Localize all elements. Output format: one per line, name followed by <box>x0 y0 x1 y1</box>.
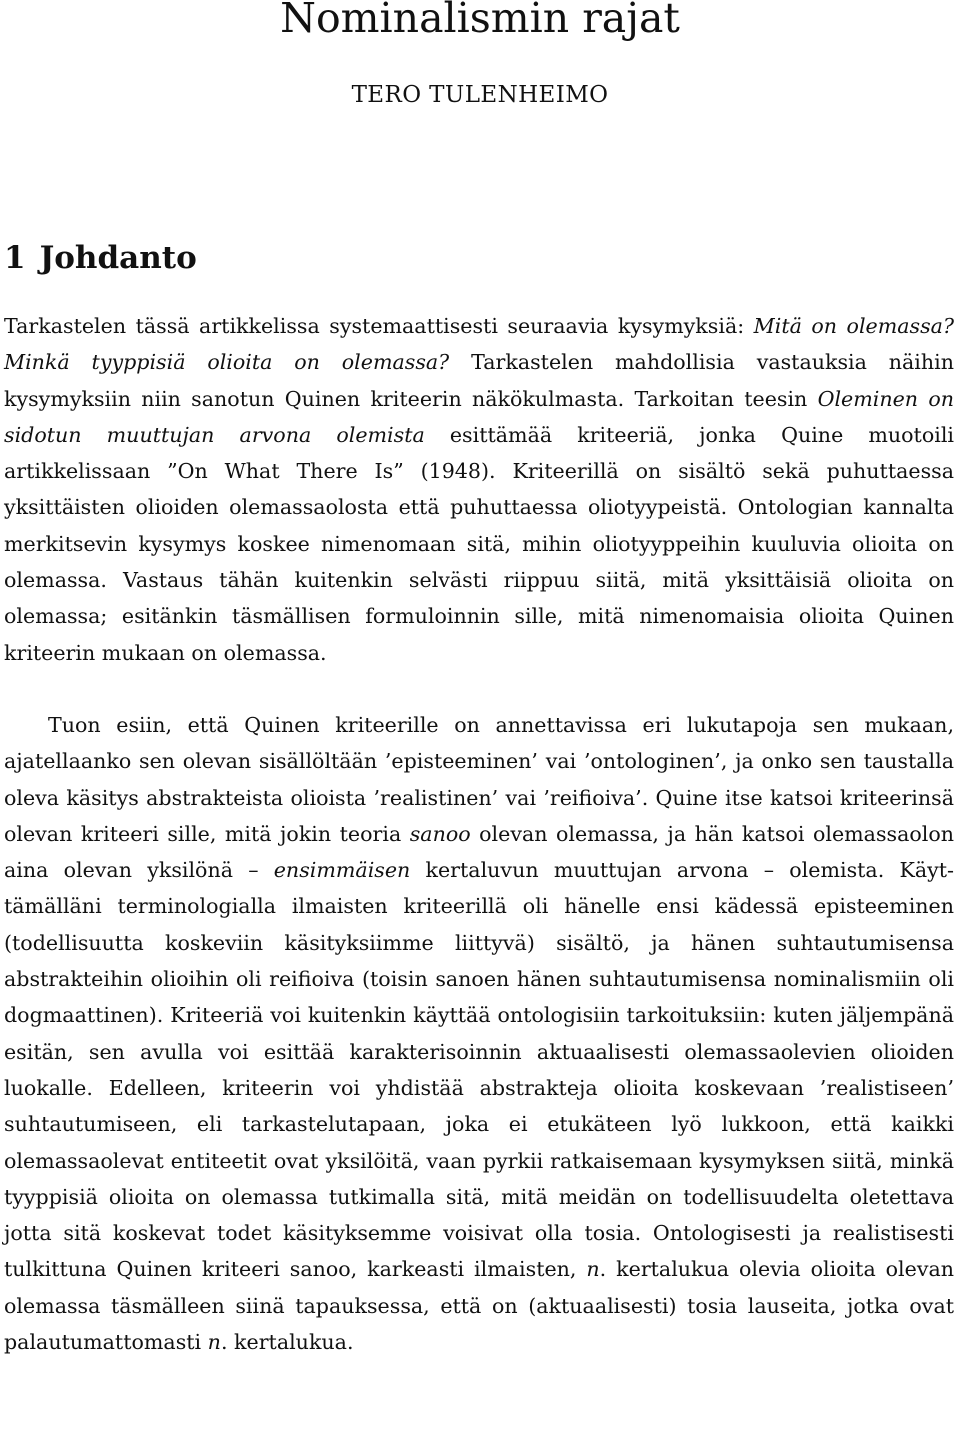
paragraph-segment: . kertalukua olevia olioita olevan olemassa täsmälleen siinä tapauksessa, että on (aktuaalisesti) tosia lauseita, jotka ovat palautumattomasti <box>4 1257 954 1355</box>
section-heading <box>4 238 197 278</box>
paragraph-segment: olevan olemassa, ja hän katsoi olemassaolon aina olevan yksilönä – <box>4 821 955 883</box>
paragraph-segment: kertaluvun muuttujan arvona – olemista. Käyttämälläni terminologialla ilmaisten kriteerillä oli hänelle ensi kädessä episteeminen (todellisuutta koskeviin käsityksiimme liittyvä) sisältö, ja hänen suhtautumisensa abstrakteihin olioihin oli reifioiva (toisin sanoen hänen suhtautumisensa nominalismiin oli dogmaattinen). Kriteeriä voi kuitenkin käyttää ontologisiin tarkoituksiin: kuten jäljempänä esitän, sen avulla voi esittää karakterisoinnin aktuaalisesti olemassaolevien olioiden luokalle. Edelleen, kriteerin voi yhdistää abstrakteja olioita koskevaan ’realistiseen’ suhtautumiseen, eli tarkastelutapaan, joka ei etukäteen lyö lukkoon, että kaikki olemassaolevat entiteetit ovat yksilöitä, vaan pyrkii ratkaisemaan kysymyksen siitä, minkä tyyppisiä olioita on olemassa tutkimalla sitä, mitä meidän on todellisuudelta oletettava jotta sitä koskevat todet käsityksemme voisivat olla tosia. Ontologisesti ja realistisesti tulkittuna Quinen kriteeri sanoo, karkeasti ilmaisten, <box>4 858 955 1282</box>
author-name: TERO TULENHEIMO <box>351 82 609 108</box>
section-title: Johdanto <box>39 240 197 276</box>
paragraph-segment-italic: n <box>586 1257 600 1282</box>
paragraph-segment-italic: Mitä on olemassa? Minkä tyyppisiä olioita on olemassa? <box>4 314 954 375</box>
paragraph-segment-italic: sanoo <box>409 821 471 846</box>
paragraph-segment: . kertalukua. <box>220 1330 354 1355</box>
paper-title: Nominalismin rajat <box>280 0 680 42</box>
paragraph-segment-italic: Oleminen on sidotun muuttujan arvona olemista <box>4 386 954 447</box>
paragraph-segment-italic: n <box>207 1330 221 1355</box>
section-number: 1 <box>4 240 26 276</box>
paragraph-1 <box>4 308 954 671</box>
paragraph-segment: Tarkastelen mahdollisia vastauksia näihin kysymyksiin niin sanotun Quinen kriteerin näkökulmasta. Tarkoitan teesin <box>4 350 955 411</box>
paragraph-segment: Tarkastelen tässä artikkelissa systemaattisesti seuraavia kysymyksiä: <box>4 314 754 338</box>
paragraph-segment: esittämää kriteeriä, jonka Quine muotoili artikkelissaan ”On What There Is” (1948). Kriteerillä on sisältö sekä puhuttaessa yksittäisten olioiden olemassaolosta että puhuttaessa oliotyypeistä. Ontologian kannalta merkitsevin kysymys koskee nimenomaan sitä, mihin oliotyyppeihin kuuluvia olioita on olemassa. Vastaus tähän kuitenkin selvästi riippuu siitä, mitä yksittäisiä olioita on olemassa; esitänkin täsmällisen formuloinnin sille, mitä nimenomaisia olioita Quinen kriteerin mukaan on olemassa. <box>4 422 954 665</box>
paragraph-2 <box>4 707 954 1360</box>
paragraph-segment-italic: ensimmäisen <box>273 858 411 883</box>
paragraph-segment: Tuon esiin, että Quinen kriteerille on annettavissa eri lukutapoja sen mukaan, ajatellaanko sen olevan sisällöltään ’episteeminen’ vai ’ontologinen’, ja onko sen taustalla oleva käsitys abstrakteista olioista ’realistinen’ vai ’reifioiva’. Quine itse katsoi kriteerinsä olevan kriteeri sille, mitä jokin teoria <box>4 713 954 846</box>
